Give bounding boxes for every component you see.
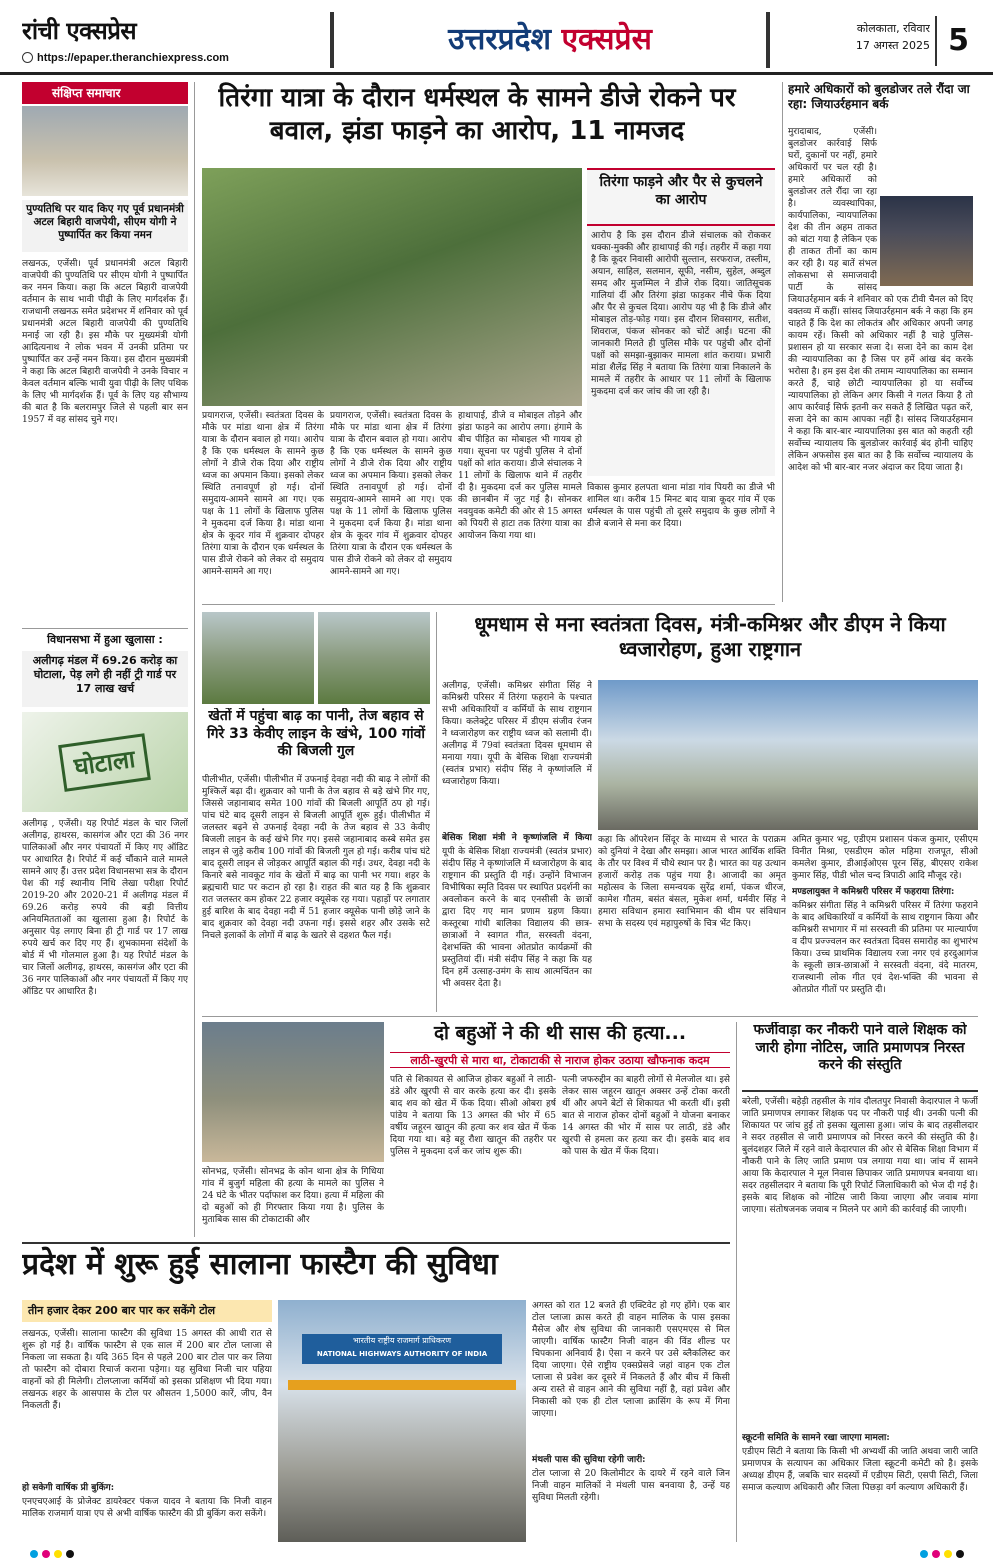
- toll-canopy: [288, 1380, 516, 1390]
- independence-body-col3: अमित कुमार भट्ट, एडीएम प्रशासन पंकज कुमार, एसीएम विनीत मिश्रा, एसडीएम कोल महिमा राजपूत, सीओ कमलेश कुमार, डीआईओएस पूरन सिंह, बीएसए राकेश कुमार सिंह, पीडी भोल चन्द त्रिपाठी आदि मौजूद रहे।: [792, 835, 978, 881]
- fastag-headline: प्रदेश में शुरू हुई सालाना फास्टैग की सुविधा: [22, 1247, 498, 1282]
- independence-sub1: बेसिक शिक्षा मंत्री ने कृष्णांजलि में किया: [442, 833, 592, 843]
- independence-headline: धूमधाम से मना स्वतंत्रता दिवस, मंत्री-कमिश्नर और डीएम ने किया ध्वजारोहण, हुआ राष्ट्रगान: [474, 612, 946, 661]
- globe-icon: [22, 52, 33, 63]
- murder-body-col2: पत्नी जफरुद्दीन का बाहरी लोगों से मेलजोल था। इसे लेकर सास जहूरन खातून अक्सर उन्हें टोका करती थीं और अपने बेटों से शिकायत भी करती थीं। इसी बात से नाराज होकर दोनों बहुओं ने योजना बनाकर 14 अगस्त की भोर में सास पर लाठी, डंडे और खुरपी से हमला कर हत्या कर दी। इसके बाद शव को पास के खेत में फेंक दिया।: [562, 1075, 730, 1157]
- sidebar-story2-tag: विधानसभा में हुआ खुलासा :: [47, 633, 163, 646]
- right-body-text: मुरादाबाद, एजेंसी। बुलडोजर कार्रवाई सिर्फ घरों, दुकानों पर नहीं, हमारे अधिकारों पर चल रही है। हमारे अधिकारों को बुलडोजर तले रौंदा जा रहा है। व्यवस्थापिका, कार्यपालिका, न्यायपालिका देश की तीन अहम ताकत को बांटा गया है लेकिन एक ही ताकत तीनों का काम कर रही है। यह बातें संभल लोकसभा से समाजवादी पार्टी के सांसद जियाउर्रहमान बर्क ने शनिवार को एक टीवी चैनल को दिए वक्तव्य में कहीं। सांसद जियाउर्रहमान बर्क ने कहा कि हम चाहते हैं कि देश का लोकतंत्र और अधिकार अपनी जगह कायम रहें। किसी को अधिकार नहीं है चाहे पुलिस-प्रशासन हो या सरकार सजा दे। सजा देने का काम देश की न्यायपालिका का है जिस पर हमें आंख बंद करके भरोसा है। हम इस देश की तमाम न्यायपालिका का सम्मान करते हैं, चाहे छोटी न्यायपालिका हो या सर्वोच्च न्यायपालिका हो लेकिन अगर किसी ने गलत किया है तो आप कार्रवाई सिर्फ इतनी कर सकते हैं लिखित पढ़त करें, सजा देने का काम आपका नहीं है। सांसद जियाउर्रहमान ने कहा कि बार-बार न्यायपालिका इस बात को कहती रही सर्वोच्च न्यायालय कि बुलडोजर कार्रवाई बंद होनी चाहिए लेकिन अफसोस इस बात का है कि सर्वोच्च न्यायालय के आदेश को भी बार-बार नजर अंदाज कर दिया जाता है।: [788, 127, 973, 473]
- sidebar-story2-headline: अलीगढ़ मंडल में 69.26 करोड़ का घोटाला, पेड़ लगे ही नहीं ट्री गार्ड पर 17 लाख खर्च: [22, 651, 188, 707]
- independence-body-col1: अलीगढ़, एजेंसी। कमिश्नर संगीता सिंह ने कमिश्नरी परिसर में तिरंगा फहराने के पश्चात सभी अधिकारियों व कर्मियों के साथ राष्ट्रगान किया। कलेक्ट्रेट परिसर में डीएम संजीव रंजन ने ध्वजारोहण कर राष्ट्रीय ध्वज को सलामी दी। अलीगढ़ में 79वां स्वतंत्रता दिवस धूमधाम से मनाया गया। यूपी के बेसिक शिक्षा राज्यमंत्री (स्वतंत्र प्रभार) संदीप सिंह ने कृष्णांजलि में ध्वजारोहण किया।: [442, 681, 592, 787]
- portrait-float-space: [877, 196, 973, 288]
- page-number: 5: [935, 16, 980, 66]
- yellow-dot: [54, 1550, 62, 1558]
- city-day: कोलकाता, रविवार: [856, 22, 930, 35]
- black-dot: [66, 1550, 74, 1558]
- epaper-url-text: https://epaper.theranchiexpress.com: [37, 52, 229, 64]
- section-title: [330, 12, 770, 68]
- flag-hoisting-photo: [598, 680, 978, 830]
- scam-illustration: [22, 712, 188, 812]
- flood-body: पीलीभीत, एजेंसी। पीलीभीत में उफनाई देवहा नदी की बाढ़ ने लोगों की मुश्किलें बढ़ा दी। शुक्रवार को पानी के तेज बहाव से बड़े खंभे गिर गए, जिससे जहानाबाद समेत 100 गांवों की बिजली आपूर्ति ठप हो गई। पांच घंटे बाद दूसरी लाइन से बिजली आपूर्ति शुरू हुई। पीलीभीत में जलस्तर बढ़ने से उफनाई देवहा नदी के तेज बहाव से 33 केवीए बिजली लाइन के कई खंभे गिर गए। इससे जहानाबाद कस्बे समेत इस लाइन से जुड़े करीब 100 गांवों की बिजली गुल हो गई। करीब पांच घंटे बाद दूसरी लाइन से जोड़कर आपूर्ति बहाल की गई। उधर, देवहा नदी के किनारे बसे नावकूट गांव के खेतों में बाढ़ का पानी भर गया। शहर के ब्रह्मचारी घाट पर कटान हो रहा है। राहत की बात यह है कि शुक्रवार रात जलस्तर कम होकर 22 हजार क्यूसेक रह गया। पहाड़ों पर लगातार हुई बारिश के बाद देवहा नदी में 51 हजार क्यूसेक पानी छोड़े जाने के बाद शुक्रवार को देवहा नदी उफना गई। इससे शहर और उसके सटे निचले इलाकों के लोगों में बाढ़ के खतरे से दहशत फैल गई।: [202, 775, 430, 941]
- masthead-rule: [0, 72, 993, 75]
- murder-subhead: लाठी-खुरपी से मारा था, टोकाटाकी से नाराज होकर उठाया खौफनाक कदम: [390, 1052, 730, 1068]
- lead-headline: तिरंगा यात्रा के दौरान धर्मस्थल के सामने डीजे रोकने पर बवाल, झंडा फाड़ने का आरोप, 11 नामजद: [218, 83, 736, 146]
- dateline: [800, 20, 930, 64]
- black-dot-right: [956, 1550, 964, 1558]
- statue-tribute-photo: [22, 106, 188, 196]
- newspaper-logo: रांची एक्सप्रेस: [22, 17, 137, 45]
- print-registration-marks: [0, 1548, 993, 1560]
- fastag-sub2: मंथली पास की सुविधा रहेगी जारी:: [532, 1455, 646, 1465]
- teacher-rule: [736, 1022, 737, 1542]
- lead-body-col3: विकास कुमार हलपता थाना मांडा गांव पियरी का डीजे भी शामिल था। करीब 15 मिनट बाद यात्रा कूदर गांव में एक धर्मस्थल के पास पहुंची तो दूसरे समुदाय के कुछ लोगों ने डीजे बजाने से मना कर दिया।: [587, 483, 775, 529]
- fastag-subhead: तीन हजार देकर 200 बार पार कर सकेंगे टोल: [28, 1304, 216, 1317]
- murder-headline: दो बहुओं ने की थी सास की हत्या...: [433, 1022, 687, 1044]
- lead-sidebox-headline: तिरंगा फाड़ने और पैर से कुचलने का आरोप: [587, 168, 775, 226]
- sidebar-label: संक्षिप्त समाचार: [52, 86, 121, 100]
- murder-body-col1: पति से शिकायत से आजिज होकर बहुओं ने लाठी-डंडे और खुरपी से वार करके हत्या कर दी। इसके बाद शव को खेत में फेंक दिया। सीओ ओबरा हर्ष पांडेय ने बताया कि 13 अगस्त की भोर में 65 वर्षीय जहूरन खातून की हत्या कर शव खेत में फेंक दिया गया था। बड़े बहू रौशा खातून की तहरीर पर पुलिस ने मुकदमा दर्ज कर जांच शुरू की।: [390, 1075, 556, 1157]
- police-officer-photo: [202, 1022, 384, 1162]
- mid-rule: [202, 1016, 978, 1017]
- independence-body-col3b: कमिश्नर संगीता सिंह ने कमिश्नरी परिसर में तिरंगा फहराने के बाद अधिकारियों व कर्मियों के साथ राष्ट्रगान किया और कमिश्नरी सभागार में मां सरस्वती की प्रतिमा पर माल्यार्पण व दीप प्रज्ज्वलन कर स्वतंत्रता दिवस समारोह का शुभारंभ किया। उच्च प्राथमिक विद्यालय रजा नगर एवं हरदुआगंज के स्कूली छात्र-छात्राओं ने सरस्वती वंदना, वंदे मातरम, राजस्थानी लोक गीत एवं देश-भक्ति की भावना से ओतप्रोत गीतों पर प्रस्तुति दी।: [792, 901, 978, 995]
- tiranga-yatra-photo: [202, 168, 582, 406]
- sidebar-story1-headline: पुण्यतिथि पर याद किए गए पूर्व प्रधानमंत्री अटल बिहारी वाजपेयी, सीएम योगी ने पुष्पार्पित कर किया नमन: [22, 200, 188, 252]
- right-column-rule: [782, 82, 783, 602]
- fastag-body-col1: लखनऊ, एजेंसी। सालाना फास्टैग की सुविधा 15 अगस्त की आधी रात से शुरू हो गई है। वार्षिक फास्टैग से एक साल में 200 बार टोल प्लाजा से निकला जा सकता है। यदि 365 दिन से पहले 200 बार टोल पार कर लिया तो फास्टैग को दोबारा रिचार्ज कराना पड़ेगा। यह सुविधा निजी चार पहिया वाहनों को ही मिलेगी। टोलप्लाजा कर्मियों को इसका प्रशिक्षण भी दिया गया। लखनऊ शहर के आसपास के टोल पर औसतन 1,5000 कारें, जीप, वैन निकलती हैं।: [22, 1329, 272, 1411]
- teacher-body2: एडीएम सिटी ने बताया कि किसी भी अभ्यर्थी की जाति अथवा जारी जाति प्रमाणपत्र के सत्यापन का अधिकार जिला स्क्रूटनी कमेटी को है। इसके अध्यक्ष डीएम हैं, जबकि चार सदस्यों में एडीएम सिटी, एसपी सिटी, जिला समाज कल्याण अधिकारी और जिला पिछड़ा वर्ग कल्याण अधिकारी हैं।: [742, 1447, 978, 1493]
- magenta-dot: [42, 1550, 50, 1558]
- scam-stamp-text: घोटाला: [59, 733, 152, 792]
- sidebar-divider: [22, 628, 188, 629]
- lead-sidebox-body: आरोप है कि इस दौरान डीजे संचालक को रोककर धक्का-मुक्की और हाथापाई की गई। तहरीर में कहा गया है कि कूदर निवासी आरोपी सुल्तान, सरफराज, तस्लीम, अयान, साहिल, सलमान, सूफी, नसीम, सुहेल, अब्दुल समद और मुजम्मिल ने डीजे रोक दिया। जातिसूचक गालियां दीं और तिरंगा झंडा फाड़कर नीचे फेंक दिया और पैर से कुचल दिया। आरोप यह भी है कि डीजे और मोबाइल तोड़-फोड़ गया। इस दौरान शिवसागर, सतीश, शिवराज, पंकज सोनकर को चोटें आईं। घटना की जानकारी मिलते ही पुलिस मौके पर पहुंची और दोनों पक्षों को समझा-बुझाकर मामला शांत कराया। प्रभारी मांडा शैलेंद्र सिंह ने बताया कि तिरंगा यात्रा निकालने के मामले में तहरीर के आधार पर 11 लोगों के खिलाफ मुकदमा दर्ज कर जांच की जा रही है।: [591, 231, 771, 397]
- independence-sub2: मण्डलायुक्त ने कमिश्नरी परिसर में फहराया तिरंगा:: [792, 887, 955, 897]
- flood-rule: [436, 612, 437, 1012]
- yellow-dot-right: [944, 1550, 952, 1558]
- lead-body-col1b: प्रयागराज, एजेंसी। स्वतंत्रता दिवस के मौके पर मांडा थाना क्षेत्र में तिरंगा यात्रा के दौरान बवाल हो गया। आरोप है कि एक धर्मस्थल के सामने कुछ लोगों ने डीजे रोक दिया और राष्ट्रीय ध्वज का अपमान किया। इसको लेकर स्थिति तनावपूर्ण हो गई। दोनों समुदाय-आमने सामने आ गए। एक पक्ष के 11 लोगों के खिलाफ पुलिस ने मुकदमा दर्ज किया है। मांडा थाना क्षेत्र के कूदर गांव में शुक्रवार दोपहर तिरंगा यात्रा के दौरान एक धर्मस्थल के पास डीजे रोकने को लेकर दो समुदाय आमने-सामने आ गए।: [330, 411, 452, 577]
- section-title-b: एक्सप्रेस: [561, 22, 652, 57]
- teacher-headline: फर्जीवाड़ा कर नौकरी पाने वाले शिक्षक को जारी होगा नोटिस, जाति प्रमाणपत्र निरस्त करने की संस्तुति: [742, 1022, 978, 1092]
- fastag-subhead-bar: [22, 1300, 272, 1322]
- fastag-body-col2: अगस्त को रात 12 बजते ही एक्टिवेट हो गए होंगे। एक बार टोल प्लाजा क्रास करते ही वाहन मालिक के पास इसका मैसेज और शेष सुविधा की जानकारी एसएमएस से मिल जाएगी। वार्षिक फास्टैग निजी वाहन की विंड शील्ड पर चिपकाना अनिवार्य है। ऐसा न करने पर उसे ब्लैकलिस्ट कर दिया जाएगा। ऐसे राष्ट्रीय एक्सप्रेसवे जहां वाहन एक टोल प्लाजा से प्रवेश कर दूसरे में निकलते हैं और बीच में किसी अन्य रास्ते से वाहन आने की सुविधा नहीं है, वहां प्रवेश और निकासी को एक ही टोल प्लाजा क्रासिंग के रूप में गिना जाएगा।: [532, 1301, 730, 1419]
- fastag-sub1: हो सकेगी वार्षिक प्री बुकिंग:: [22, 1483, 115, 1493]
- lead-body-col1: प्रयागराज, एजेंसी। स्वतंत्रता दिवस के मौके पर मांडा थाना क्षेत्र में तिरंगा यात्रा के दौरान बवाल हो गया। आरोप है कि एक धर्मस्थल के सामने कुछ लोगों ने डीजे रोक दिया और राष्ट्रीय ध्वज का अपमान किया। इसको लेकर स्थिति तनावपूर्ण हो गई। दोनों समुदाय-आमने सामने आ गए। एक पक्ष के 11 लोगों के खिलाफ पुलिस ने मुकदमा दर्ज किया है। मांडा थाना क्षेत्र के कूदर गांव में शुक्रवार दोपहर तिरंगा यात्रा के दौरान एक धर्मस्थल के पास डीजे रोकने को लेकर दो समुदाय आमने-सामने आ गए।: [202, 411, 324, 577]
- fastag-top-rule: [22, 1242, 730, 1244]
- independence-body-col2: कहा कि ऑपरेशन सिंदूर के माध्यम से भारत के पराक्रम को दुनियां ने देखा और समझा। आज भारत आर्थिक शक्ति के तौर पर विश्व में चौथे स्थान पर है। भारत का यह उत्थान हजारों करोड़ तक पहुंच गया है। आजादी का अमृत महोत्सव के जिला समन्वयक सुरेंद्र शर्मा, पंकज धीरज, कामेश गौतम, बसंत बंसल, मुकेश शर्मा, धर्मवीर सिंह ने हमारा सविधान हमारा स्वाभिमान की थीम पर संविधान सभा के सदस्य एवं महापुरुषों के चित्र भेंट किए।: [598, 835, 786, 929]
- sidebar-story1-body: लखनऊ, एजेंसी। पूर्व प्रधानमंत्री अटल बिहारी वाजपेयी की पुण्यतिथि पर सीएम योगी ने पुष्पार्पित कर नमन किया। कहा कि अटल बिहारी वाजपेयी वर्तमान के साथ भावी पीढ़ी के लिए मार्गदर्शक हैं। राजधानी लखनऊ समेत प्रदेशभर में शनिवार को पूर्व प्रधानमंत्री अटल बिहारी वाजपेयी की पुण्यतिथि मनाई जा रही है। इस मौके पर मुख्यमंत्री योगी आदित्यनाथ ने लोक भवन में उनकी प्रतिमा पर पुष्पार्पित कर उन्हें नमन किया। इस दौरान मुख्यमंत्री ने कहा कि अटल बिहारी वाजपेयी ने उनके विचार न केवल वर्तमान बल्कि भावी युवा पीढ़ी के लिए पथिक के लिए भी मार्गदर्शक हैं। पूर्व के लिए यह सौभाग्य की बात है कि बलरामपुर जिले से पहली बार सन 1957 में वह सांसद चुने गए।: [22, 259, 188, 425]
- section-title-a: उत्तरप्रदेश: [448, 22, 551, 57]
- lead-body-col2: हाथापाई, डीजे व मोबाइल तोड़ने और झंडा फाड़ने का आरोप लगा। हंगामे के बीच पीड़ित का मोबाइल भी गायब हो गया। सूचना पर पहुंची पुलिस ने दोनों पक्षों को शांत कराया। डीजे संचालक ने 11 लोगों के खिलाफ थाने में तहरीर दी है। मुकदमा दर्ज कर पुलिस मामले की छानबीन में जुट गई है। सोनकर नवयुवक कमेटी की ओर से 15 अगस्त को पियरी से हाटा तक तिरंगा यात्रा का आयोजन किया गया था।: [458, 411, 582, 541]
- toll-sign-hindi: भारतीय राष्ट्रीय राजमार्ग प्राधिकरण: [352, 1336, 452, 1345]
- cyan-dot-right: [920, 1550, 928, 1558]
- fastag-body-col2b: टोल प्लाजा से 20 किलोमीटर के दायरे में रहने वाले जिन निजी वाहन मालिकों ने मंथली पास बनवाया है, उन्हें यह सुविधा मिलती रहेगी।: [532, 1469, 730, 1503]
- flood-photo-right: [318, 612, 430, 704]
- murder-caption: सोनभद्र, एजेंसी। सोनभद्र के कोन थाना क्षेत्र के गिधिया गांव में बुजुर्ग महिला की हत्या के मामले का पुलिस ने 24 घंटे के भीतर पर्दाफाश कर दिया। हत्या में महिला की दो बहुओं को ही गिरफ्तार किया गया है। पुलिस के मुताबिक सास की टोकाटाकी और: [202, 1167, 384, 1225]
- flood-photo-left: [202, 612, 314, 704]
- lead-bottom-rule: [202, 604, 775, 605]
- toll-sign-english: NATIONAL HIGHWAYS AUTHORITY OF INDIA: [316, 1350, 488, 1358]
- right-headline: हमारे अधिकारों को बुलडोजर तले रौंदा जा रहा: जियाउर्रहमान बर्क: [788, 82, 970, 111]
- toll-plaza-photo: [278, 1300, 526, 1542]
- sidebar-label-bar: [22, 82, 188, 104]
- column-rule: [194, 82, 195, 1237]
- epaper-url[interactable]: [22, 52, 282, 68]
- toll-sign: [302, 1334, 502, 1364]
- teacher-body: बरेली, एजेंसी। बहेड़ी तहसील के गांव दौलतपुर निवासी केदारपाल ने फर्जी जाति प्रमाणपत्र लगाकर शिक्षक पद पर नौकरी पाई थी। उनकी पत्नी की शिकायत पर जांच हुई तो इसका खुलासा हुआ। जांच के बाद तहसीलदार ने सदर तहसील से जारी प्रमाणपत्र को निरस्त करने की संस्तुति की है। बुलंदशहर जिले में रहने वाले केदारपाल की ओर से बेसिक शिक्षा विभाग में नौकरी पाने के लिए जाति प्रमाण पत्र लगाया गया था। जांच में सामने आया कि केदारपाल ने मूल निवास छिपाकर जाति प्रमाणपत्र बनवाया था। सदर तहसीलदार ने बताया कि पूरी रिपोर्ट जिलाधिकारी को भेज दी गई है। इसके बाद शिक्षक को नोटिस जारी किया जाएगा और जवाब मांगा जाएगा। संतोषजनक जवाब न मिलने पर आगे की कार्रवाई की जाएगी।: [742, 1097, 978, 1215]
- fastag-body-col1b: एनएचएआई के प्रोजेक्ट डायरेक्टर पंकज यादव ने बताया कि निजी वाहन मालिक राजमार्ग यात्रा एप से अभी वार्षिक फास्टैग की प्री बुकिंग करा सकेंगे।: [22, 1497, 272, 1519]
- independence-body-col1b: यूपी के बेसिक शिक्षा राज्यमंत्री (स्वतंत्र प्रभार) संदीप सिंह ने कृष्णांजलि में ध्वजारोहण के बाद राष्ट्रगान की प्रस्तुति दी गई। उन्होंने विभाजन विभीषिका स्मृति दिवस पर स्थापित प्रदर्शनी का अवलोकन करने के बाद एनसीसी के छात्रों द्वारा दिए गए मान प्रणाम ग्रहण किया। कस्तूरबा गांधी बालिका विद्यालय की छात्र-छात्राओं ने स्वागत गीत, सरस्वती वंदना, देशभक्ति की भावना ओतप्रोत कार्यक्रमों की प्रस्तुतियां दीं। मंत्री संदीप सिंह ने कहा कि यह दिन हमें उत्साह-उमंग के साथ आत्मचिंतन का भी अवसर देता है।: [442, 847, 592, 989]
- issue-date: 17 अगस्त 2025: [855, 39, 930, 52]
- lead-sidebox: [587, 168, 775, 476]
- flood-headline: खेतों में पहुंचा बाढ़ का पानी, तेज बहाव से गिरे 33 केवीए लाइन के खंभे, 100 गांवों की बिजली गुल: [206, 708, 425, 759]
- sidebar-story2-body: अलीगढ़ , एजेंसी। यह रिपोर्ट मंडल के चार जिलों अलीगढ़, हाथरस, कासगंज और एटा की 36 नगर पालिकाओं और नगर पंचायतों में किए गए ऑडिट पर आधारित है। रिपोर्ट में कई चौंकाने वाले मामले सामने आए हैं। उत्तर प्रदेश विधानसभा सत्र के दौरान पेश की गई स्थानीय निधि लेखा परीक्षा रिपोर्ट 2019-20 और 2020-21 में अलीगढ़ मंडल में 69.26 करोड़ रुपये की बड़ी वित्तीय अनियमितताओं का खुलासा हुआ है। रिपोर्ट के अनुसार पेड़ लगाए बिना ही ट्री गार्ड पर 17 लाख रुपये खर्च कर दिए गए हैं। शुभकामना संदेशों के बोर्ड में भी गोलमाल हुआ है। यह रिपोर्ट मंडल के चार जिलों अलीगढ़, हाथरस, कासगंज और एटा की 36 नगर पालिकाओं और नगर पंचायतों में किए गए ऑडिट पर आधारित है।: [22, 819, 188, 997]
- right-body: [788, 126, 973, 601]
- cyan-dot: [30, 1550, 38, 1558]
- magenta-dot-right: [932, 1550, 940, 1558]
- teacher-sub: स्क्रूटनी समिति के सामने रखा जाएगा मामला:: [742, 1433, 890, 1443]
